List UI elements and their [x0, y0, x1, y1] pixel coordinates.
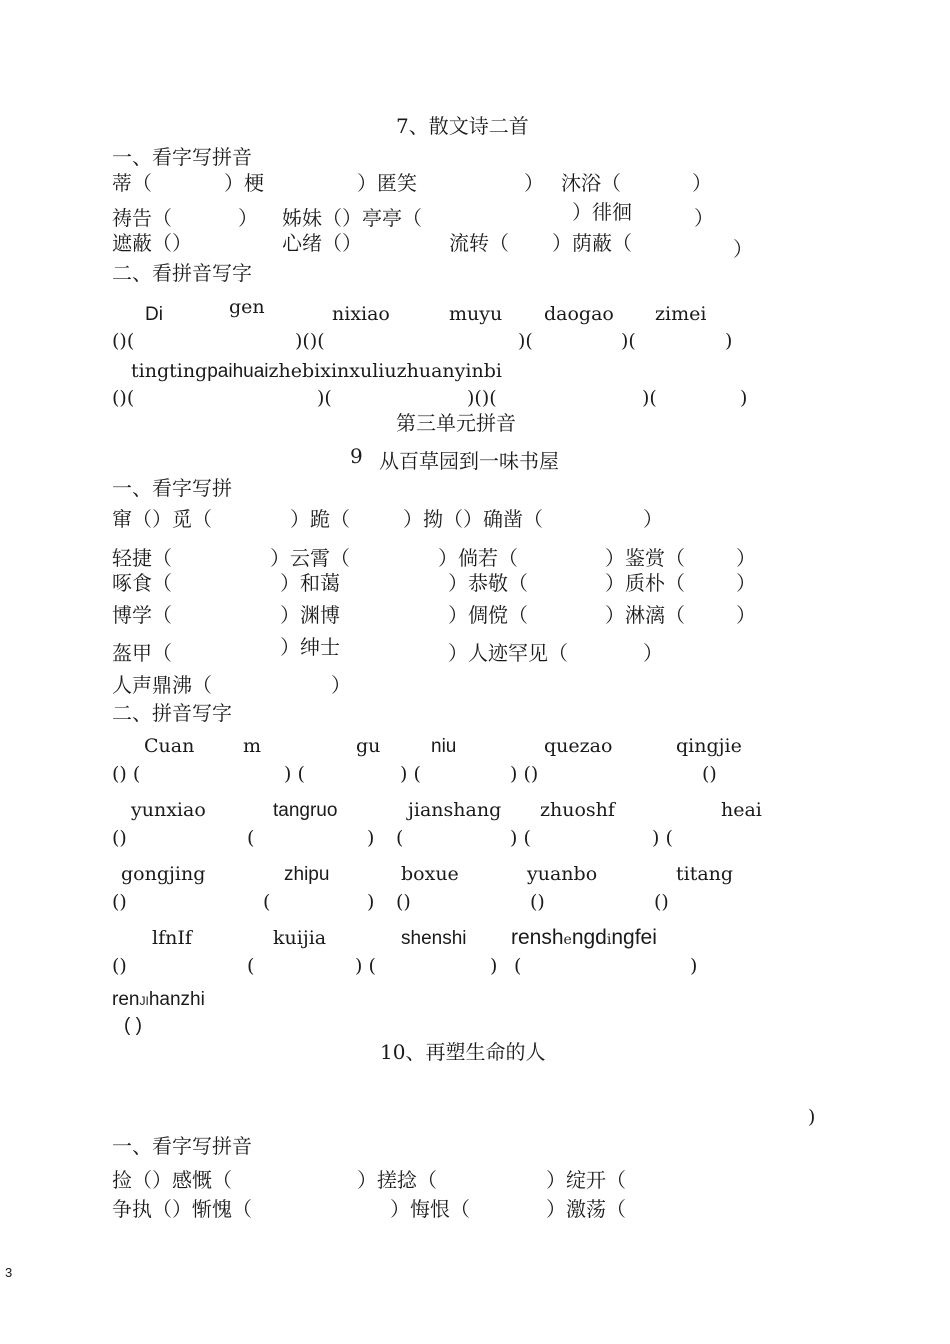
answer-blank: ()(: [112, 387, 135, 409]
section-heading: 二、拼音写字: [112, 701, 232, 725]
word-item: ）: [524, 171, 544, 195]
word-item: ）绅士: [280, 635, 340, 659]
pinyin-line: tingtingpaihuaizhebixinxuliuzhuanyinbi: [131, 360, 502, 382]
word-item: ）跪（: [290, 507, 350, 531]
answer-blank: (): [112, 891, 127, 913]
answer-blank: ) (: [652, 827, 673, 849]
pinyin-item: titang: [676, 863, 734, 885]
answer-blank: (): [702, 763, 717, 785]
answer-blank: ) (: [284, 763, 305, 785]
answer-blank: )()(: [467, 387, 497, 409]
word-item: ）荫蔽（: [552, 231, 632, 255]
answer-blank: )()(: [295, 330, 325, 352]
answer-blank: )(: [621, 330, 636, 352]
word-item: ）恭敬（: [448, 571, 528, 595]
word-item: ）: [736, 571, 756, 595]
answer-blank: ( ): [124, 1015, 142, 1036]
word-item: ）悔恨（: [390, 1197, 470, 1221]
pinyin-item: qingjie: [676, 735, 742, 757]
pinyin-item: shenshi: [401, 928, 467, 949]
word-item: ）倜傥（: [448, 603, 528, 627]
answer-blank: ): [690, 955, 698, 977]
pinyin-item: gen: [229, 296, 265, 318]
word-item: 啄食（: [112, 571, 172, 595]
word-item: ）徘徊: [572, 200, 632, 224]
lesson-number: 9: [350, 444, 363, 468]
pinyin-item: nixiao: [332, 303, 390, 325]
pinyin-item: kuijia: [273, 927, 327, 949]
word-item: ）倘若（: [438, 546, 518, 570]
word-item: ）质朴（: [605, 571, 685, 595]
answer-blank: )(: [642, 387, 657, 409]
pinyin-item: Cuan: [144, 735, 195, 757]
word-item: ）梗: [224, 171, 264, 195]
word-item: 流转（: [449, 231, 509, 255]
word-item: ）搓捻（: [357, 1168, 437, 1192]
pinyin-item: jianshang: [408, 799, 502, 821]
answer-blank: ): [490, 955, 498, 977]
pinyin-item: daogao: [544, 303, 614, 325]
word-item: 沐浴（: [561, 171, 621, 195]
word-item: 盔甲（: [112, 641, 172, 665]
pinyin-item: yunxiao: [131, 799, 206, 821]
answer-blank: ): [367, 827, 375, 849]
answer-blank: ): [740, 387, 748, 409]
answer-blank: (): [396, 891, 411, 913]
answer-blank: (): [530, 891, 545, 913]
pinyin-item: zhipu: [284, 864, 330, 885]
word-item: ）: [736, 546, 756, 570]
word-item: ）匿笑: [357, 171, 417, 195]
lesson-9-title: 从百草园到一味书屋: [379, 449, 559, 473]
pinyin-item: renshengdingfei: [511, 926, 657, 949]
section-heading: 一、看字写拼: [112, 476, 232, 500]
answer-blank: (): [112, 955, 127, 977]
pinyin-item: heai: [721, 799, 762, 821]
pinyin-item: gongjing: [121, 863, 206, 885]
word-item: 蒂（: [112, 171, 152, 195]
pinyin-item: Di: [145, 304, 163, 325]
lesson-10-title: 10、再塑生命的人: [380, 1040, 546, 1064]
pinyin-item: lfnIf: [152, 927, 192, 949]
section-heading: 二、看拼音写字: [112, 261, 252, 285]
pinyin-item: quezao: [544, 735, 613, 757]
word-item: ）拗（）确凿（: [403, 507, 543, 531]
pinyin-item: boxue: [401, 863, 459, 885]
word-item: ）: [238, 206, 258, 230]
word-item: 窜（）觅（: [112, 507, 212, 531]
pinyin-item: zhuoshf: [540, 799, 615, 821]
answer-blank: ) (): [510, 763, 539, 785]
answer-blank: (: [514, 955, 522, 977]
answer-blank: ): [367, 891, 375, 913]
answer-blank: ) (: [400, 763, 421, 785]
answer-blank: ()(: [112, 330, 135, 352]
word-item: 心绪（）: [282, 231, 362, 255]
section-heading: 一、看字写拼音: [112, 1134, 252, 1158]
answer-blank: ): [725, 330, 733, 352]
pinyin-item: muyu: [449, 303, 503, 325]
answer-blank: (: [396, 827, 404, 849]
unit-title: 第三单元拼音: [396, 411, 516, 435]
answer-blank: (: [247, 955, 255, 977]
word-item: 轻捷（: [112, 546, 172, 570]
answer-blank: )(: [317, 387, 332, 409]
word-item: ）和蔼: [280, 571, 340, 595]
word-item: ）: [643, 641, 663, 665]
word-item: 祷告（: [112, 206, 172, 230]
pinyin-item: m: [243, 735, 262, 757]
page-number: 3: [5, 1265, 13, 1280]
answer-blank: )(: [518, 330, 533, 352]
word-item: ）激荡（: [546, 1197, 626, 1221]
word-item: ）: [694, 206, 714, 230]
pinyin-item: renJIhanzhi: [112, 989, 205, 1010]
section-heading: 一、看字写拼音: [112, 145, 252, 169]
answer-blank: (: [263, 891, 271, 913]
word-item: ）: [736, 603, 756, 627]
word-item: ）: [643, 507, 663, 531]
word-item: ）鉴赏（: [605, 546, 685, 570]
word-item: 姊妹（）亭亭（: [282, 206, 422, 230]
lesson-7-title: 7、散文诗二首: [396, 114, 529, 138]
word-item: 争执（）惭愧（: [112, 1197, 252, 1221]
pinyin-item: yuanbo: [527, 863, 598, 885]
word-item: ）: [331, 673, 351, 697]
pinyin-item: zimei: [655, 303, 707, 325]
word-item: 人声鼎沸（: [112, 673, 212, 697]
word-item: ）淋漓（: [605, 603, 685, 627]
word-item: ）人迹罕见（: [448, 641, 568, 665]
answer-blank: ) (: [510, 827, 531, 849]
word-item: ）云霄（: [270, 546, 350, 570]
word-item: 遮蔽（）: [112, 231, 192, 255]
pinyin-item: tangruo: [273, 800, 338, 821]
pinyin-item: gu: [356, 735, 381, 757]
answer-blank: (): [654, 891, 669, 913]
stray-bracket: ): [808, 1106, 816, 1128]
word-item: ）绽开（: [546, 1168, 626, 1192]
answer-blank: () (: [112, 763, 141, 785]
answer-blank: (): [112, 827, 127, 849]
word-item: 博学（: [112, 603, 172, 627]
word-item: 捡（）感慨（: [112, 1168, 232, 1192]
answer-blank: ) (: [355, 955, 376, 977]
pinyin-item: niu: [431, 736, 457, 757]
word-item: ）渊博: [280, 603, 340, 627]
answer-blank: (: [247, 827, 255, 849]
word-item: ）: [692, 171, 712, 195]
word-item: ）: [733, 237, 753, 261]
